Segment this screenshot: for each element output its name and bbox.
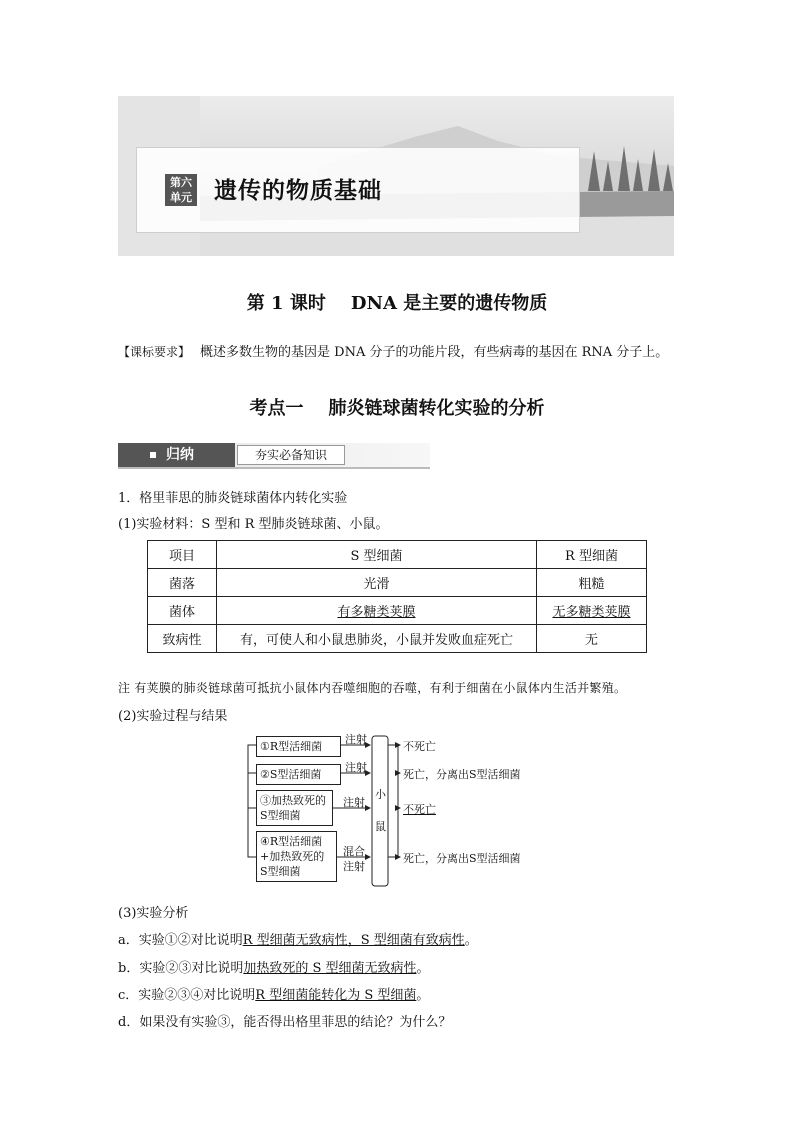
table-cell: 有多糖类荚膜	[217, 597, 537, 625]
summary-label: 归纳	[166, 447, 194, 463]
note	[118, 679, 626, 696]
analysis-a-answer2: S 型细菌有致病性	[360, 933, 465, 948]
analysis-a	[118, 929, 478, 948]
group2-box	[256, 764, 341, 785]
materials-text: (1)实验材料：S 型和 R 型肺炎链球菌、小鼠。	[118, 517, 389, 532]
group2-label: ②S型活细菌	[260, 768, 322, 781]
group1-result: 不死亡	[403, 740, 436, 753]
analysis-c-answer: R 型细菌能转化为 S 型细菌	[255, 988, 417, 1003]
group2-result: 死亡，分离出S型活细菌	[403, 768, 521, 781]
analysis-d: d．如果没有实验③，能否得出格里菲思的结论？为什么？	[118, 1015, 452, 1030]
note-tag: 注	[118, 681, 131, 695]
standard-text: 概述多数生物的基因是 DNA 分子的功能片段，有些病毒的基因在 RNA 分子上。	[200, 345, 669, 360]
table-header-cell: 项目	[148, 541, 217, 569]
table-cell: 光滑	[217, 569, 537, 597]
table-cell: 致病性	[148, 625, 217, 653]
group4-action-line1: 混合	[343, 845, 365, 858]
table-row	[148, 625, 647, 653]
curriculum-standard	[118, 341, 668, 360]
table-cell: 粗糙	[537, 569, 647, 597]
summary-bar	[118, 443, 430, 469]
group4-result: 死亡，分离出S型活细菌	[403, 852, 521, 865]
table-row	[148, 569, 647, 597]
group3-label-line2: S型细菌	[260, 809, 301, 822]
group1-action: 注射	[345, 733, 367, 746]
analysis-a-post: 。	[464, 933, 478, 948]
group1-label: ①R型活细菌	[260, 740, 323, 753]
standard-tag: 【课标要求】	[118, 345, 191, 359]
group2-action: 注射	[345, 761, 367, 774]
analysis-a-answer1: R 型细菌无致病性	[242, 933, 348, 948]
group4-action-line2: 注射	[343, 860, 365, 873]
analysis-heading: (3)实验分析	[118, 906, 189, 921]
unit-badge-line2: 单元	[170, 191, 192, 204]
table-cell: 菌体	[148, 597, 217, 625]
section-title: 考点一 肺炎链球菌转化实验的分析	[249, 398, 545, 419]
group3-box	[256, 790, 333, 826]
analysis-a-mid: ，	[347, 933, 361, 948]
table-cell: 有，可使人和小鼠患肺炎，小鼠并发败血症死亡	[217, 625, 537, 653]
analysis-c-pre: c．实验②③④对比说明	[118, 988, 256, 1003]
unit-badge-line1: 第六	[170, 176, 192, 189]
table-header-row	[148, 541, 647, 569]
analysis-b-answer: 加热致死的 S 型细菌无致病性	[243, 961, 417, 976]
analysis-c-post: 。	[416, 988, 430, 1003]
heading-griffith: 1．格里菲思的肺炎链球菌体内转化实验	[118, 491, 348, 506]
summary-subtitle: 夯实必备知识	[237, 445, 345, 465]
note-text: 有荚膜的肺炎链球菌可抵抗小鼠体内吞噬细胞的吞噬，有利于细菌在小鼠体内生活并繁殖。	[134, 681, 627, 695]
table-cell: 菌落	[148, 569, 217, 597]
summary-label-box	[118, 443, 235, 467]
group1-box	[256, 736, 341, 757]
process-heading: (2)实验过程与结果	[118, 709, 228, 724]
analysis-a-pre: a．实验①②对比说明	[118, 933, 243, 948]
group3-result: 不死亡	[403, 803, 436, 816]
group3-action: 注射	[343, 796, 365, 809]
analysis-b-pre: b．实验②③对比说明	[118, 961, 244, 976]
lesson-title: 第 1 课时 DNA 是主要的遗传物质	[246, 293, 548, 314]
group4-label-line1: ④R型活细菌	[260, 835, 323, 848]
table-header-cell: R 型细菌	[537, 541, 647, 569]
table-cell: 无	[537, 625, 647, 653]
group3-label-line1: ③加热致死的	[260, 794, 326, 807]
table-row	[148, 597, 647, 625]
group4-label-line2: +加热致死的	[260, 850, 325, 863]
unit-badge	[165, 174, 197, 206]
mouse-label-2: 鼠	[375, 820, 386, 833]
mouse-label-1: 小	[375, 788, 386, 801]
table-header-cell: S 型细菌	[217, 541, 537, 569]
unit-title: 遗传的物质基础	[214, 178, 382, 204]
analysis-b	[118, 957, 430, 976]
analysis-c	[118, 984, 429, 1003]
analysis-b-post: 。	[416, 961, 430, 976]
group4-label-line3: S型细菌	[260, 865, 301, 878]
comparison-table	[147, 540, 647, 653]
square-bullet-icon	[150, 452, 156, 458]
experiment-diagram	[240, 730, 560, 890]
table-cell: 无多糖类荚膜	[537, 597, 647, 625]
group4-box	[256, 831, 337, 882]
